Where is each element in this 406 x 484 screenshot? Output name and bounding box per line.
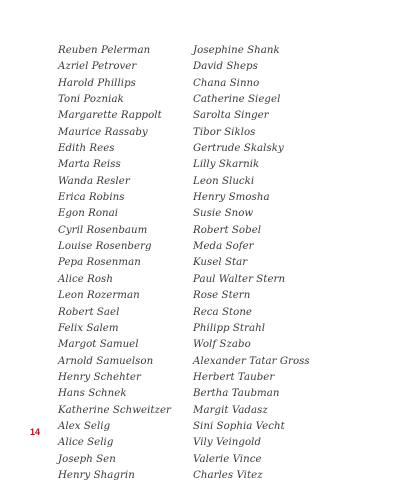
names-column-left — [58, 43, 171, 484]
name-entry: Joseph Sen — [58, 453, 116, 465]
name-entry: Pepa Rosenman — [58, 257, 141, 269]
name-entry: Felix Salem — [58, 322, 119, 334]
name-entry: Margit Vadasz — [193, 404, 268, 416]
name-entry: Josephine Shank — [193, 45, 280, 56]
name-entry: Reuben Pelerman — [58, 45, 151, 56]
name-entry: Leon Slucki — [193, 175, 255, 187]
name-entry: Henry Smosha — [193, 192, 270, 204]
name-entry: Harold Phillips — [58, 77, 136, 89]
name-entry: Robert Sael — [58, 306, 120, 318]
name-entry: Lilly Skarnik — [193, 159, 260, 171]
name-entry: Vily Veingold — [193, 437, 262, 449]
name-entry: Wanda Resler — [58, 175, 130, 187]
name-entry: Maurice Rassaby — [58, 126, 148, 138]
name-entry: Valerie Vince — [193, 453, 262, 465]
name-entry: Hans Schnek — [58, 388, 127, 400]
name-entry: Sini Sophia Vecht — [193, 420, 285, 432]
name-entry: Toni Pozniak — [58, 94, 124, 106]
name-entry: Cyril Rosenbaum — [58, 224, 148, 236]
name-entry: Margarette Rappolt — [58, 110, 162, 122]
name-entry: Alexander Tatar Gross — [193, 355, 310, 367]
name-entry: Kusel Star — [193, 257, 248, 269]
name-entry: Philipp Strahl — [193, 322, 266, 334]
name-entry: Margot Samuel — [58, 339, 139, 351]
page-number: 14 — [30, 427, 41, 437]
name-entry: Paul Walter Stern — [193, 273, 286, 285]
name-entry: Edith Rees — [58, 143, 115, 155]
name-entry: Henry Shagrin — [58, 469, 135, 481]
name-entry: Henry Schehter — [58, 371, 141, 383]
name-entry: Sarolta Singer — [193, 110, 269, 122]
name-entry: Egon Ronai — [58, 208, 119, 220]
name-entry: Chana Sinno — [193, 77, 260, 89]
name-entry: Alice Selig — [58, 437, 114, 449]
name-entry: Gertrude Skalsky — [193, 143, 284, 155]
name-entry: Alice Rosh — [58, 273, 113, 285]
name-entry: Herbert Tauber — [193, 371, 275, 383]
name-entry: Catherine Siegel — [193, 94, 281, 106]
name-entry: David Sheps — [193, 61, 258, 73]
name-entry: Wolf Szabo — [193, 339, 251, 351]
name-entry: Katherine Schweitzer — [58, 404, 171, 416]
name-entry: Rose Stern — [193, 290, 251, 302]
name-entry: Meda Sofer — [193, 241, 254, 253]
name-entry: Susie Snow — [193, 208, 254, 220]
name-entry: Reca Stone — [193, 306, 253, 318]
name-entry: Alex Selig — [58, 420, 111, 432]
name-entry: Louise Rosenberg — [58, 241, 152, 253]
name-entry: Robert Sobel — [193, 224, 262, 236]
name-entry: Tibor Siklos — [193, 126, 256, 138]
name-entry: Leon Rozerman — [58, 290, 140, 302]
name-entry: Marta Reiss — [58, 159, 121, 171]
name-entry: Erica Robins — [58, 192, 125, 204]
name-entry: Azriel Petrover — [58, 61, 137, 73]
name-entry: Bertha Taubman — [193, 388, 280, 400]
name-entry: Arnold Samuelson — [58, 355, 154, 367]
names-column-right — [193, 43, 310, 484]
name-entry: Charles Vitez — [193, 469, 263, 481]
